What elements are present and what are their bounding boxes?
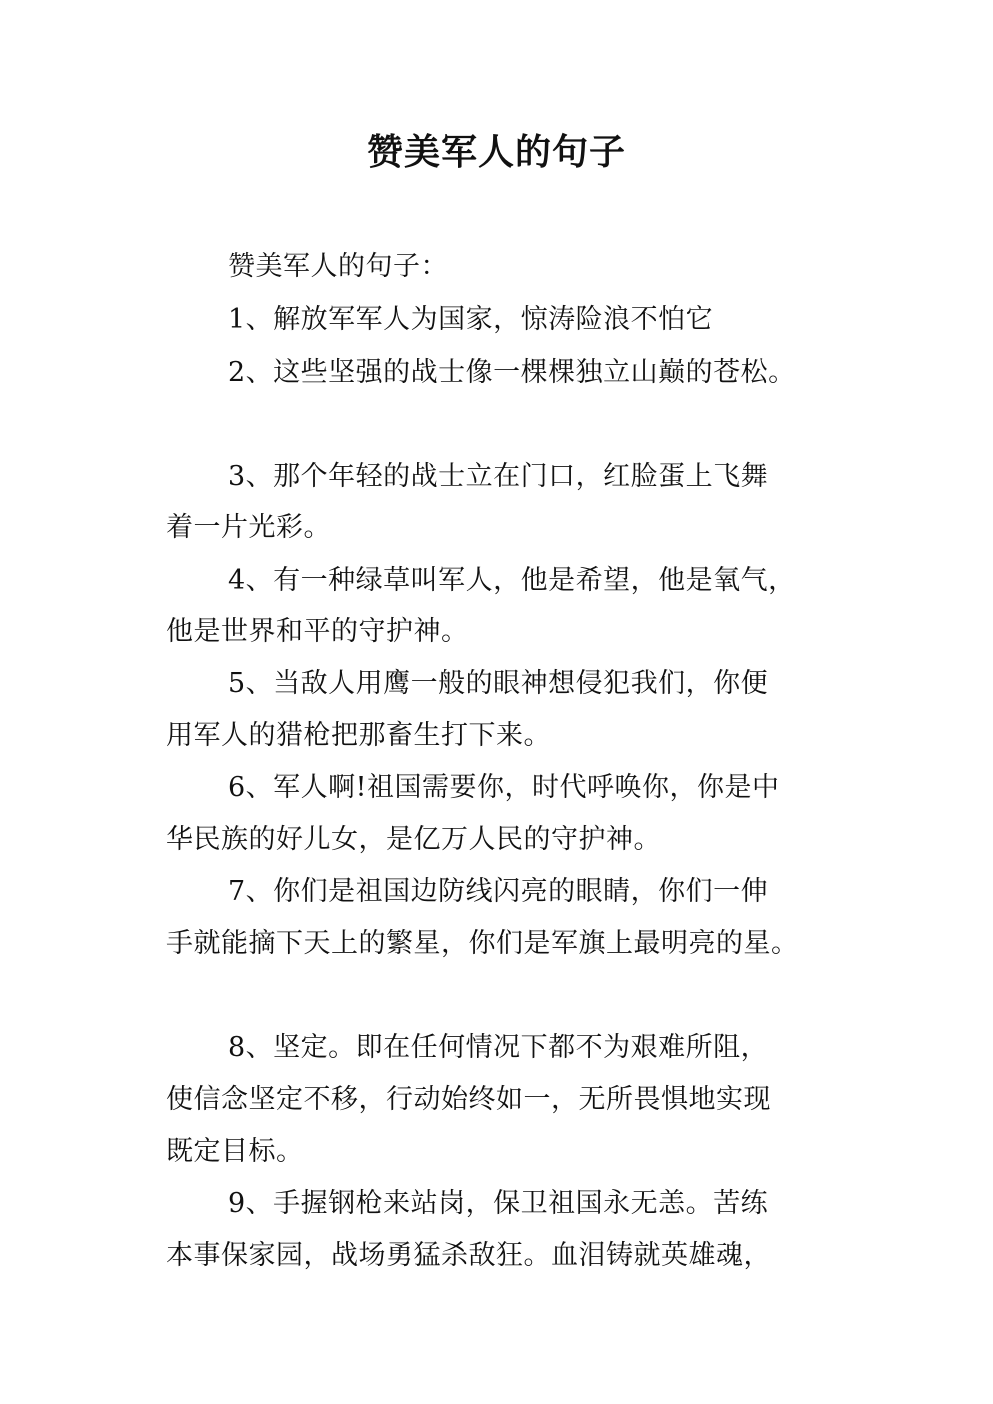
intro-line: 赞美军人的句子： [228,251,448,282]
sentence-9-cont: 本事保家园，战场勇猛杀敌狂。血泪铸就英雄魂， [166,1240,771,1271]
sentence-5: 5、当敌人用鹰一般的眼神想侵犯我们，你便 [228,668,769,699]
document-title: 赞美军人的句子 [366,132,626,173]
sentence-9: 9、手握钢枪来站岗，保卫祖国永无恙。苦练 [228,1188,769,1219]
sentence-3-cont: 着一片光彩。 [166,512,331,543]
sentence-8-cont2: 既定目标。 [166,1136,304,1167]
sentence-5-cont: 用军人的猎枪把那畜生打下来。 [166,720,551,751]
sentence-4: 4、有一种绿草叫军人，他是希望，他是氧气， [228,565,796,596]
sentence-8: 8、坚定。即在任何情况下都不为艰难所阻， [228,1032,769,1063]
sentence-4-cont: 他是世界和平的守护神。 [166,616,469,647]
sentence-6: 6、军人啊!祖国需要你，时代呼唤你，你是中 [228,772,780,803]
sentence-8-cont: 使信念坚定不移，行动始终如一，无所畏惧地实现 [166,1084,771,1115]
sentence-6-cont: 华民族的好儿女，是亿万人民的守护神。 [166,824,661,855]
sentence-3: 3、那个年轻的战士立在门口，红脸蛋上飞舞 [228,461,769,492]
sentence-2: 2、这些坚强的战士像一棵棵独立山巅的苍松。 [228,357,796,388]
sentence-7: 7、你们是祖国边防线闪亮的眼睛，你们一伸 [228,876,769,907]
sentence-7-cont: 手就能摘下天上的繁星，你们是军旗上最明亮的星。 [166,928,799,959]
sentence-1: 1、解放军军人为国家，惊涛险浪不怕它 [228,304,714,335]
